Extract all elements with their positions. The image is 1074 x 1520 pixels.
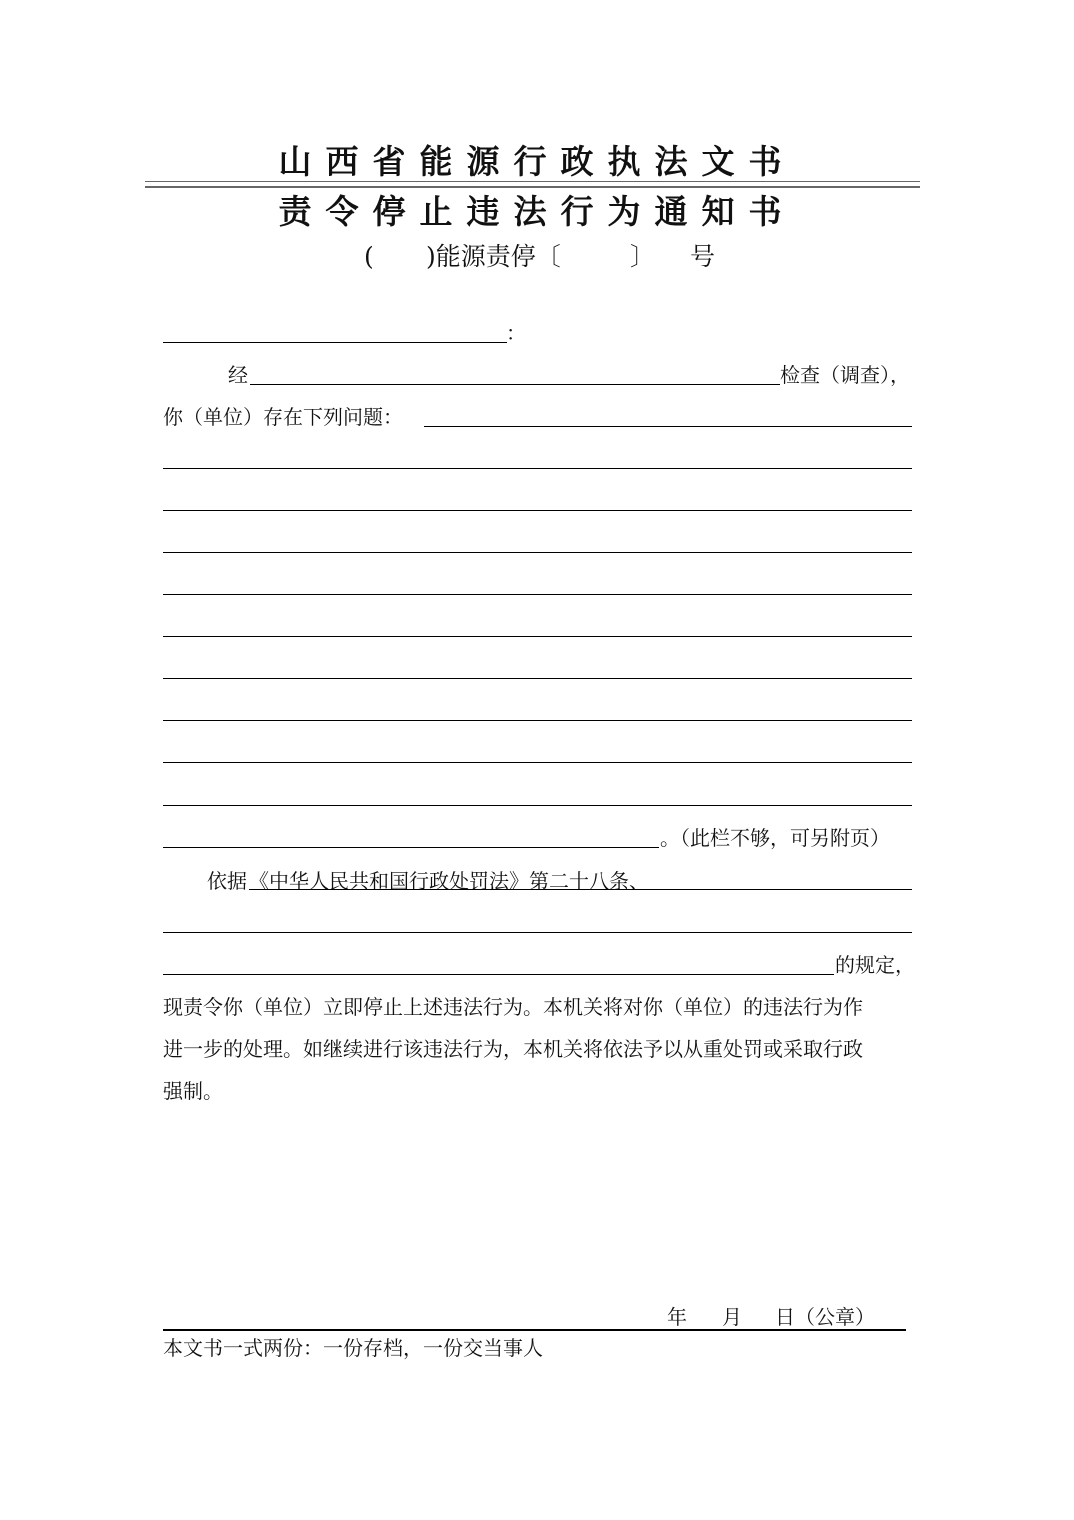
doc-number-suffix: 号 (690, 242, 716, 271)
basis-prefix: 依据 (207, 869, 247, 893)
problems-blank-5[interactable] (163, 594, 912, 595)
basis-suffix: 的规定， (835, 953, 915, 977)
problems-blank-6[interactable] (163, 636, 912, 637)
date-day-seal: 日（公章） (775, 1305, 875, 1329)
recipient-blank[interactable] (163, 342, 507, 343)
problems-blank-7[interactable] (163, 678, 912, 679)
order-line-2: 进一步的处理。如继续进行该违法行为，本机关将依法予以从重处罚或采取行政 (163, 1037, 863, 1061)
problems-blank-4[interactable] (163, 552, 912, 553)
document-title-agency: 山西省能源行政执法文书 (278, 142, 796, 181)
inspect-suffix: 检查（调查）， (780, 363, 910, 387)
date-year: 年 (667, 1305, 687, 1329)
basis-law: 《中华人民共和国行政处罚法》第二十八条、 (249, 869, 649, 893)
inspect-blank[interactable] (250, 384, 780, 385)
title-divider-top (145, 181, 920, 182)
problems-blank-1[interactable] (424, 426, 912, 427)
basis-blank-1[interactable] (249, 889, 912, 890)
overflow-note: 。（此栏不够，可另附页） (660, 826, 890, 850)
problems-blank-2[interactable] (163, 468, 912, 469)
problems-blank-9[interactable] (163, 762, 912, 763)
title-divider-bottom (145, 186, 920, 188)
order-line-3: 强制。 (163, 1079, 223, 1103)
inspect-prefix: 经 (228, 363, 248, 387)
problems-blank-3[interactable] (163, 510, 912, 511)
problems-blank-last[interactable] (163, 847, 659, 848)
doc-number-open-paren: ( (364, 242, 374, 271)
problems-label: 你（单位）存在下列问题： (163, 405, 403, 429)
problems-blank-8[interactable] (163, 720, 912, 721)
recipient-colon: ： (506, 321, 526, 345)
date-month: 月 (722, 1305, 742, 1329)
basis-blank-2[interactable] (163, 932, 912, 933)
document-title-notice: 责令停止违法行为通知书 (278, 192, 796, 231)
basis-blank-3[interactable] (163, 974, 834, 975)
doc-number-type: )能源责停〔 (426, 242, 561, 271)
doc-number-close-bracket: 〕 (630, 242, 656, 271)
order-line-1: 现责令你（单位）立即停止上述违法行为。本机关将对你（单位）的违法行为作 (163, 995, 863, 1019)
copies-note: 本文书一式两份：一份存档，一份交当事人 (163, 1336, 543, 1360)
footer-divider (163, 1329, 906, 1331)
document-number (0, 240, 1074, 274)
problems-blank-10[interactable] (163, 805, 912, 806)
